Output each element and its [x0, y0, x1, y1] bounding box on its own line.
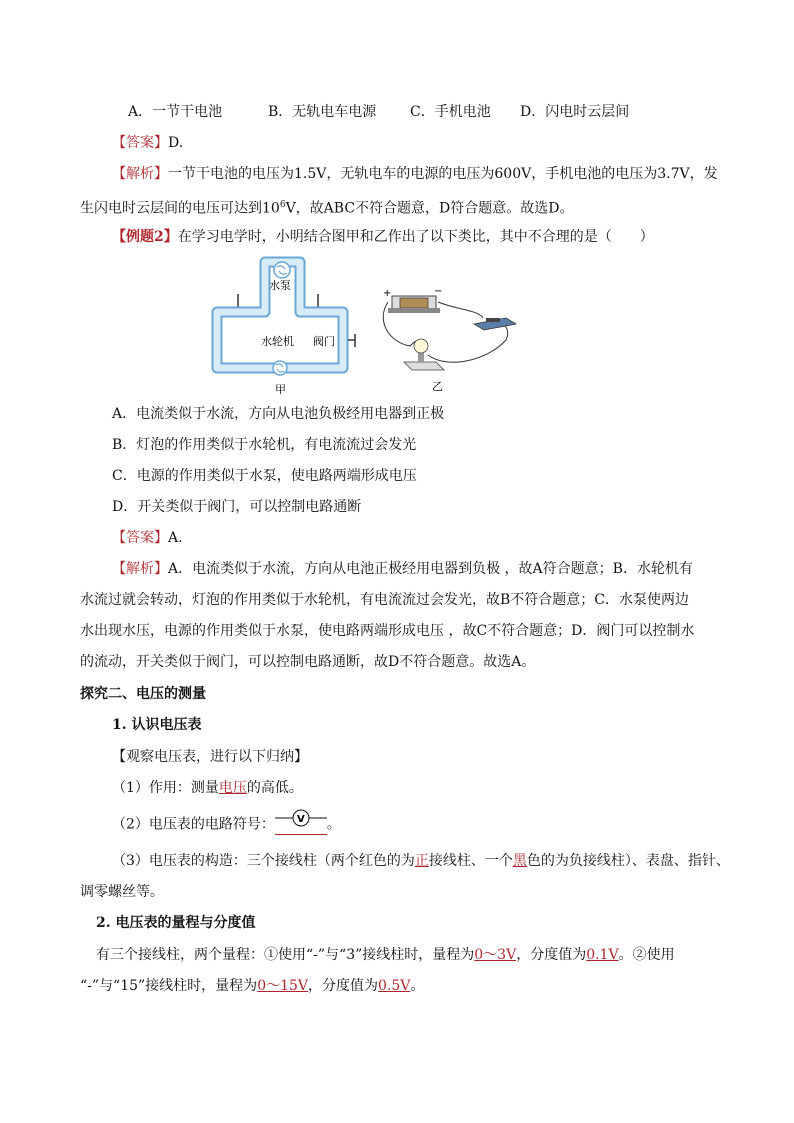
text: ，分度值为	[516, 947, 587, 963]
text: （2）电压表的电路符号：	[112, 816, 275, 833]
text: “-”与“15”接线柱时，量程为	[80, 978, 258, 994]
answer-value: A.	[168, 530, 183, 546]
figure-water-circuit	[205, 250, 360, 400]
text: 接线柱、一个	[428, 853, 513, 869]
voltmeter-letter: V	[296, 814, 305, 825]
superscript: 6	[279, 200, 286, 210]
q2-analysis-line-3: 水出现水压，电源的作用类似于水泵，使电路两端形成电压 ，故C不符合题意；D．阀门可以控制水	[80, 623, 695, 639]
text: （1）作用：测量	[112, 780, 219, 796]
subsection-2-title: 2. 电压表的量程与分度值	[96, 915, 256, 931]
text: 色的为负接线柱）、表盘、指针、	[526, 853, 730, 869]
text: 。②使用	[618, 947, 675, 963]
fill-in: 0～3V	[474, 947, 517, 963]
q2-analysis-line-2: 水流过就会转动，灯泡的作用类似于水轮机，有电流流过会发光，故B不符合题意；C．水泵使两边	[80, 592, 689, 608]
q1-option-c: C．手机电池	[410, 104, 491, 120]
fill-in: 电压	[218, 780, 247, 796]
range-line-1	[96, 945, 675, 965]
bulb-icon	[414, 339, 428, 353]
q2-option-d: D．开关类似于阀门，可以控制电路通断	[112, 499, 362, 515]
q2-analysis-line-4: 的流动，开关类似于阀门，可以控制电路通断，故D不符合题意。故选A。	[80, 654, 536, 670]
text: 。	[326, 816, 341, 833]
label-turbine: 水轮机	[261, 335, 294, 348]
fill-in: 0.5V	[378, 978, 411, 994]
answer-value: D.	[168, 135, 184, 151]
analysis-text: A．电流类似于水流，方向从电池正极经用电器到负极 ，故A符合题意；B．水轮机有	[168, 561, 693, 577]
example-tag: 【例题2】	[112, 229, 178, 245]
caption-yi: 乙	[432, 380, 443, 393]
point-2	[112, 814, 341, 835]
stem-text: 在学习电学时，小明结合图甲和乙作出了以下类比，其中不合理的是（ ）	[177, 229, 654, 245]
q1-option-b: B．无轨电车电源	[268, 104, 377, 120]
text: 的高低。	[246, 780, 303, 796]
fill-in: 黑	[512, 853, 527, 869]
analysis-tag: 【解析】	[112, 561, 168, 577]
answer-tag: 【答案】	[112, 530, 168, 546]
text: ，分度值为	[308, 978, 379, 994]
q2-answer	[112, 528, 183, 548]
q1-options	[128, 102, 629, 122]
subsection-1-title: 1. 认识电压表	[112, 717, 202, 733]
q2-option-c: C．电源的作用类似于水泵，使电路两端形成电压	[112, 468, 417, 484]
pump-icon	[274, 262, 290, 278]
q2-analysis-line-1	[112, 559, 693, 579]
text: 有三个接线柱，两个量程：①使用“-”与“3”接线柱时，量程为	[96, 947, 475, 963]
point-3	[112, 851, 730, 871]
analysis-text: 一节干电池的电压为1.5V，无轨电车的电源的电压为600V，手机电池的电压为3.7V，发	[168, 166, 718, 182]
answer-tag: 【答案】	[112, 135, 168, 151]
fill-in: 0.1V	[586, 947, 619, 963]
text: （3）电压表的构造：三个接线柱（两个红色的为	[112, 853, 415, 869]
label-plus: +	[383, 288, 392, 299]
point-1	[112, 778, 303, 798]
range-line-2	[80, 976, 424, 996]
q1-analysis-line-2	[80, 195, 574, 219]
point-3-cont: 调零螺丝等。	[80, 884, 164, 900]
section-title: 探究二、电压的测量	[80, 686, 206, 702]
q2-stem	[112, 227, 654, 247]
label-valve: 阀门	[313, 335, 335, 348]
caption-jia: 甲	[275, 383, 286, 396]
voltmeter-symbol	[275, 814, 327, 835]
q1-answer	[112, 133, 183, 153]
q2-option-a: A．电流类似于水流，方向从电池负极经用电器到正极	[112, 406, 445, 422]
fill-in: 0～15V	[257, 978, 309, 994]
text: 。	[410, 978, 425, 994]
bulb-base-icon	[404, 362, 444, 370]
label-minus: −	[434, 286, 443, 297]
label-pump: 水泵	[269, 279, 291, 292]
turbine-icon	[273, 361, 287, 375]
observe-heading: 【观察电压表，进行以下归纳】	[112, 749, 308, 765]
q1-analysis-line-1	[112, 164, 718, 184]
q1-option-d: D．闪电时云层间	[520, 104, 630, 120]
analysis-text: 生闪电时云层间的电压可达到10	[80, 200, 280, 217]
figure-electric-circuit	[378, 280, 523, 395]
analysis-tag: 【解析】	[112, 166, 168, 182]
fill-in: 正	[414, 853, 429, 869]
q2-option-b: B．灯泡的作用类似于水轮机，有电流流过会发光	[112, 437, 417, 453]
q1-option-a: A．一节干电池	[128, 104, 223, 120]
analysis-text: V，故ABC不符合题意，D符合题意。故选D。	[285, 200, 574, 217]
